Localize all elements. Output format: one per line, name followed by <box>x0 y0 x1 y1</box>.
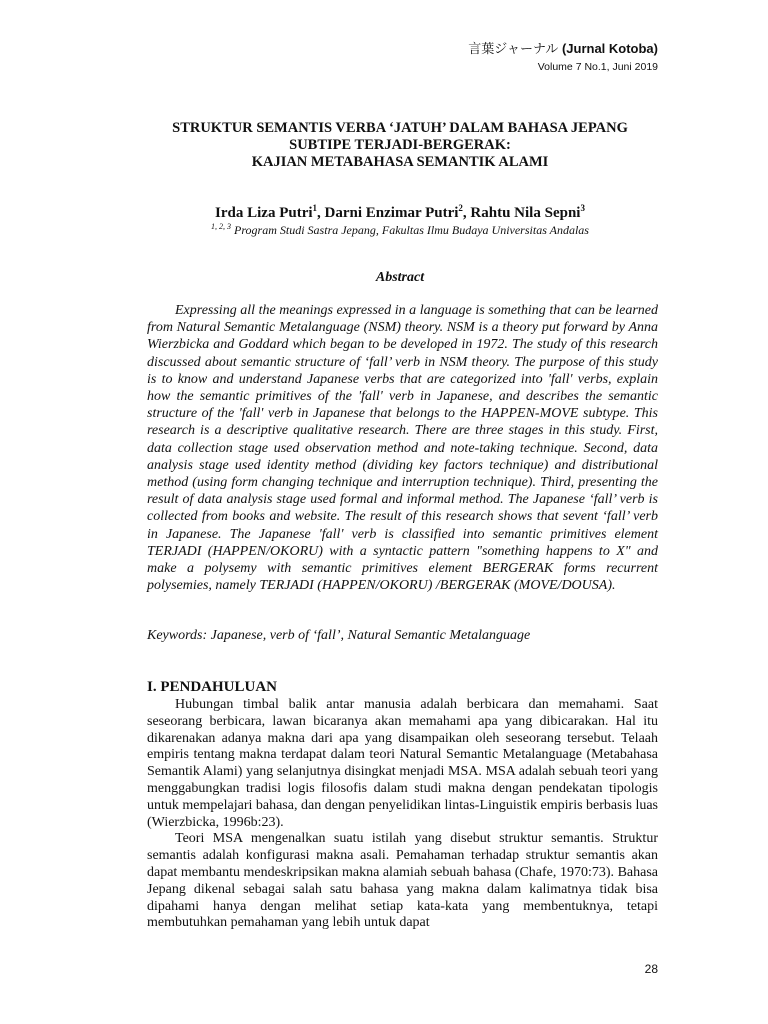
page-number: 28 <box>644 962 658 976</box>
affiliation-text: Program Studi Sastra Jepang, Fakultas Ilmu Budaya Universitas Andalas <box>234 223 589 237</box>
body-paragraph: Teori MSA mengenalkan suatu istilah yang disebut struktur semantis. Struktur semantis adalah konfigurasi makna asali. Pemahaman terhadap struktur semantis akan dapat membantu mendeskripsikan makna alamiah sebuah bahasa (Chafe, 1970:73). Bahasa Jepang dikenal sebagai salah satu bahasa yang makna dalam kalimatnya tidak bisa dipahami hanya dengan melihat setiap kata-kata yang membentuknya, tetapi membutuhkan pemahaman yang lebih untuk dapat <box>147 831 658 931</box>
body-paragraph: Hubungan timbal balik antar manusia adalah berbicara dan memahami. Saat seseorang berbicara, lawan bicaranya akan memahami apa yang dibicarakan. Hal itu dikarenakan adanya makna dari apa yang disampaikan oleh seseorang tersebut. Telaah empiris tentang makna terdapat dalam teori Natural Semantic Metalanguage (Metabahasa Semantik Alami) yang selanjutnya disingkat menjadi MSA. MSA adalah sebuah teori yang menggabungkan tradisi logis filosofis dalam studi makna dengan pendekatan tipologis untuk mempelajari bahasa, dan dengan penyelidikan lintas-Linguistik empiris berbasis luas (Wierzbicka, 1996b:23). <box>147 697 658 830</box>
abstract-body: Expressing all the meanings expressed in a language is something that can be learned from Natural Semantic Metalanguage (NSM) theory. NSM is a theory put forward by Anna Wierzbicka and Goddard which began to be developed in 1972. The study of this research discussed about semantic structure of ‘fall’ verb in NSM theory. The purpose of this study is to know and understand Japanese verbs that are categorized into 'fall' verbs, explain how the semantic primitives of the 'fall' verb in Japanese, and describes the semantic structure of the 'fall' verb in Japanese that belongs to the HAPPEN-MOVE subtype. This research is a descriptive qualitative research. There are three stages in this study. First, data collection stage used observation method and note-taking technique. Second, data analysis stage used identity method (dividing key factors technique) and distributional method (using form changing technique and interruption technique). Third, presenting the result of data analysis stage used formal and informal method. The Japanese ‘fall’ verb is collected from books and website. The result of this research shows that sevent ‘fall’ verb in Japanese. The Japanese 'fall' verb is classified into semantic primitives element TERJADI (HAPPEN/OKORU) with a syntactic pattern "something happens to X" and make a polysemy with semantic primitives element BERGERAK forms recurrent polysemies, namely TERJADI (HAPPEN/OKORU) /BERGERAK (MOVE/DOUSA). <box>147 303 658 594</box>
abstract-heading: Abstract <box>375 270 425 285</box>
paper-title-line-3: KAJIAN METABAHASA SEMANTIK ALAMI <box>251 154 549 170</box>
author-affiliation-mark: 3 <box>580 203 585 213</box>
author-affiliation-mark: 1 <box>312 203 318 213</box>
journal-name-latin: (Jurnal Kotoba) <box>561 41 658 56</box>
author-name: Irda Liza Putri <box>215 205 313 221</box>
author-affiliation-mark: 2 <box>458 203 463 213</box>
keywords: Keywords: Japanese, verb of ‘fall’, Natural Semantic Metalanguage <box>147 628 531 643</box>
journal-header <box>468 40 658 75</box>
author-name: Darni Enzimar Putri <box>324 205 459 221</box>
journal-name-japanese: 言葉ジャーナル <box>468 42 559 57</box>
author-list <box>120 203 680 223</box>
paper-title-line-1: STRUKTUR SEMANTIS VERBA ‘JATUH’ DALAM BAHASA JEPANG <box>172 120 628 136</box>
affiliation-marks: 1, 2, 3 <box>211 222 231 231</box>
author-affiliation <box>120 222 680 238</box>
journal-volume: Volume 7 No.1, Juni 2019 <box>537 61 658 73</box>
section-heading: I. PENDAHULUAN <box>147 679 278 695</box>
paper-title-line-2: SUBTIPE TERJADI-BERGERAK: <box>289 137 511 153</box>
section-body <box>147 697 658 932</box>
paper-title <box>120 120 680 171</box>
author-separator: , <box>317 205 325 221</box>
author-name: Rahtu Nila Sepni <box>470 205 581 221</box>
journal-title-line <box>468 40 658 59</box>
author-separator: , <box>462 205 471 221</box>
